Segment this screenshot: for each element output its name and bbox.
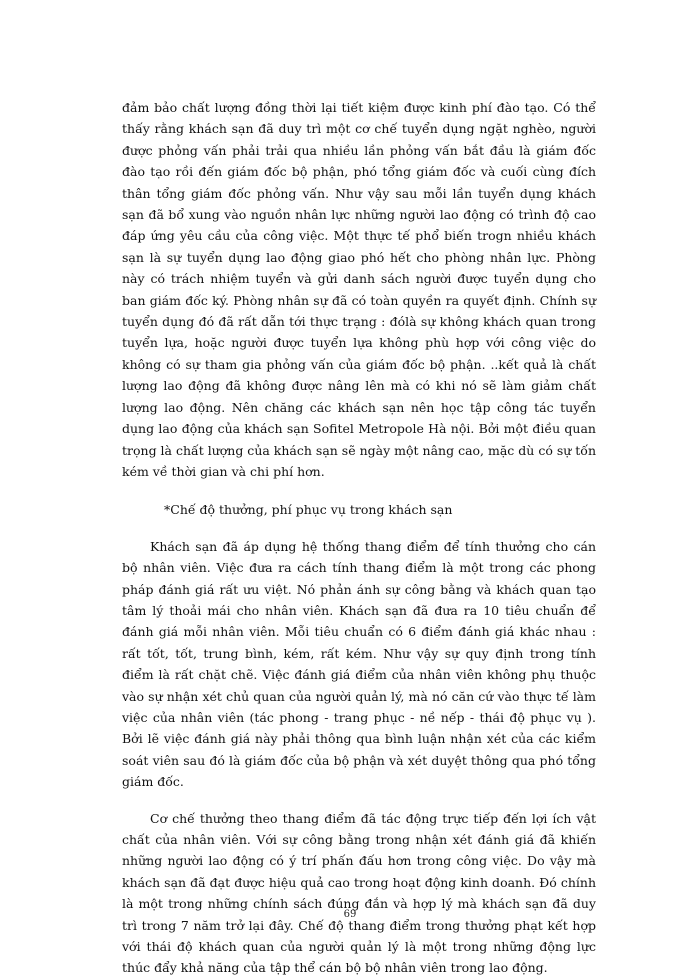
page-number: 69 (343, 909, 357, 920)
paragraph-scoring-system: Khách sạn đã áp dụng hệ thống thang điểm để tính thưởng cho cán bộ nhân viên. Việc đưa ra cách tính thang điểm là một trong các phong pháp đánh giá rất ưu việt. Nó phản ánh sự công bằng và khách quan tạo tâm lý thoải mái cho nhân viên. Khách sạn đã đưa ra 10 tiêu chuẩn để đánh giá mỗi nhân viên. Mỗi tiêu chuẩn có 6 điểm đánh giá khác nhau : rất tốt, tốt, trung bình, kém, rất kém. Như vậy sự quy định trong tính điểm là rất chặt chẽ. Việc đánh giá điểm của nhân viên không phụ thuộc vào sự nhận xét chủ quan của người quản lý, mà nó căn cứ vào thực tế làm việc của nhân viên (tác phong - trang phục - nề nếp - thái độ phục vụ ). Bởi lẽ việc đánh giá này phải thông qua bình luận nhận xét của các kiểm soát viên sau đó là giám đốc của bộ phận và xét duyệt thông qua phó tổng giám đốc. (122, 538, 596, 790)
paragraph-recruitment: đảm bảo chất lượng đồng thời lại tiết kiệm được kinh phí đào tạo. Có thể thấy rằng khách sạn đã duy trì một cơ chế tuyển dụng ngặt nghèo, người được phỏng vấn phải trải qua nhiều lần phỏng vấn bắt đầu là giám đốc đào tạo rồi đến giám đốc bộ phận, phó tổng giám đốc và cuối cùng đích thân tổng giám đốc phỏng vấn. Như vậy sau mỗi lần tuyển dụng khách sạn đã bổ xung vào nguồn nhân lực những người lao động có trình độ cao đáp ứng yêu cầu của công việc. Một thực tế phổ biến trogn nhiều khách sạn là sự tuyển dụng lao động giao phó hết cho phòng nhân lực. Phòng này có trách nhiệm tuyển và gửi danh sách người được tuyển dụng cho ban giám đốc ký. Phòng nhân sự đã có toàn quyền ra quyết định. Chính sự tuyển dụng đó đã rất dẫn tới thực trạng : đólà sự không khách quan trong tuyển lựa, hoặc người được tuyển lựa không phù hợp với công việc do không có sự tham gia phỏng vấn của giám đốc bộ phận. ..kết quả là chất lượng lao động đã không được nâng lên mà có khi nó sẽ làm giảm chất lượng lao động. Nên chăng các khách sạn nên học tập công tác tuyển dụng lao động của khách sạn Sofitel Metropole Hà nội. Bởi một điều quan trọng là chất lượng của khách sạn sẽ ngày một nâng cao, mặc dù có sự tốn kém về thời gian và chi phí hơn. (122, 100, 596, 479)
section-heading-bonus: *Chế độ thưởng, phí phục vụ trong khách sạn (164, 502, 453, 518)
paragraph-bonus-mechanism: Cơ chế thưởng theo thang điểm đã tác động trực tiếp đến lợi ích vật chất của nhân viên. Với sự công bằng trong nhận xét đánh giá đã khiến những người lao động có ý trí phấn đấu hơn trong công việc. Do vậy mà khách sạn đã đạt được hiệu quả cao trong hoạt động kinh doanh. Đó chính là một trong những chính sách đúng đắn và hợp lý mà khách sạn đã duy trì trong 7 năm trở lại đây. Chế độ thang điểm trong thưởng phạt kết hợp với thái độ khách quan của người quản lý là một trong những động lực thúc đẩy khả năng của tập thể cán bộ bộ nhân viên trong lao động. (122, 810, 596, 976)
document-body (122, 97, 596, 979)
